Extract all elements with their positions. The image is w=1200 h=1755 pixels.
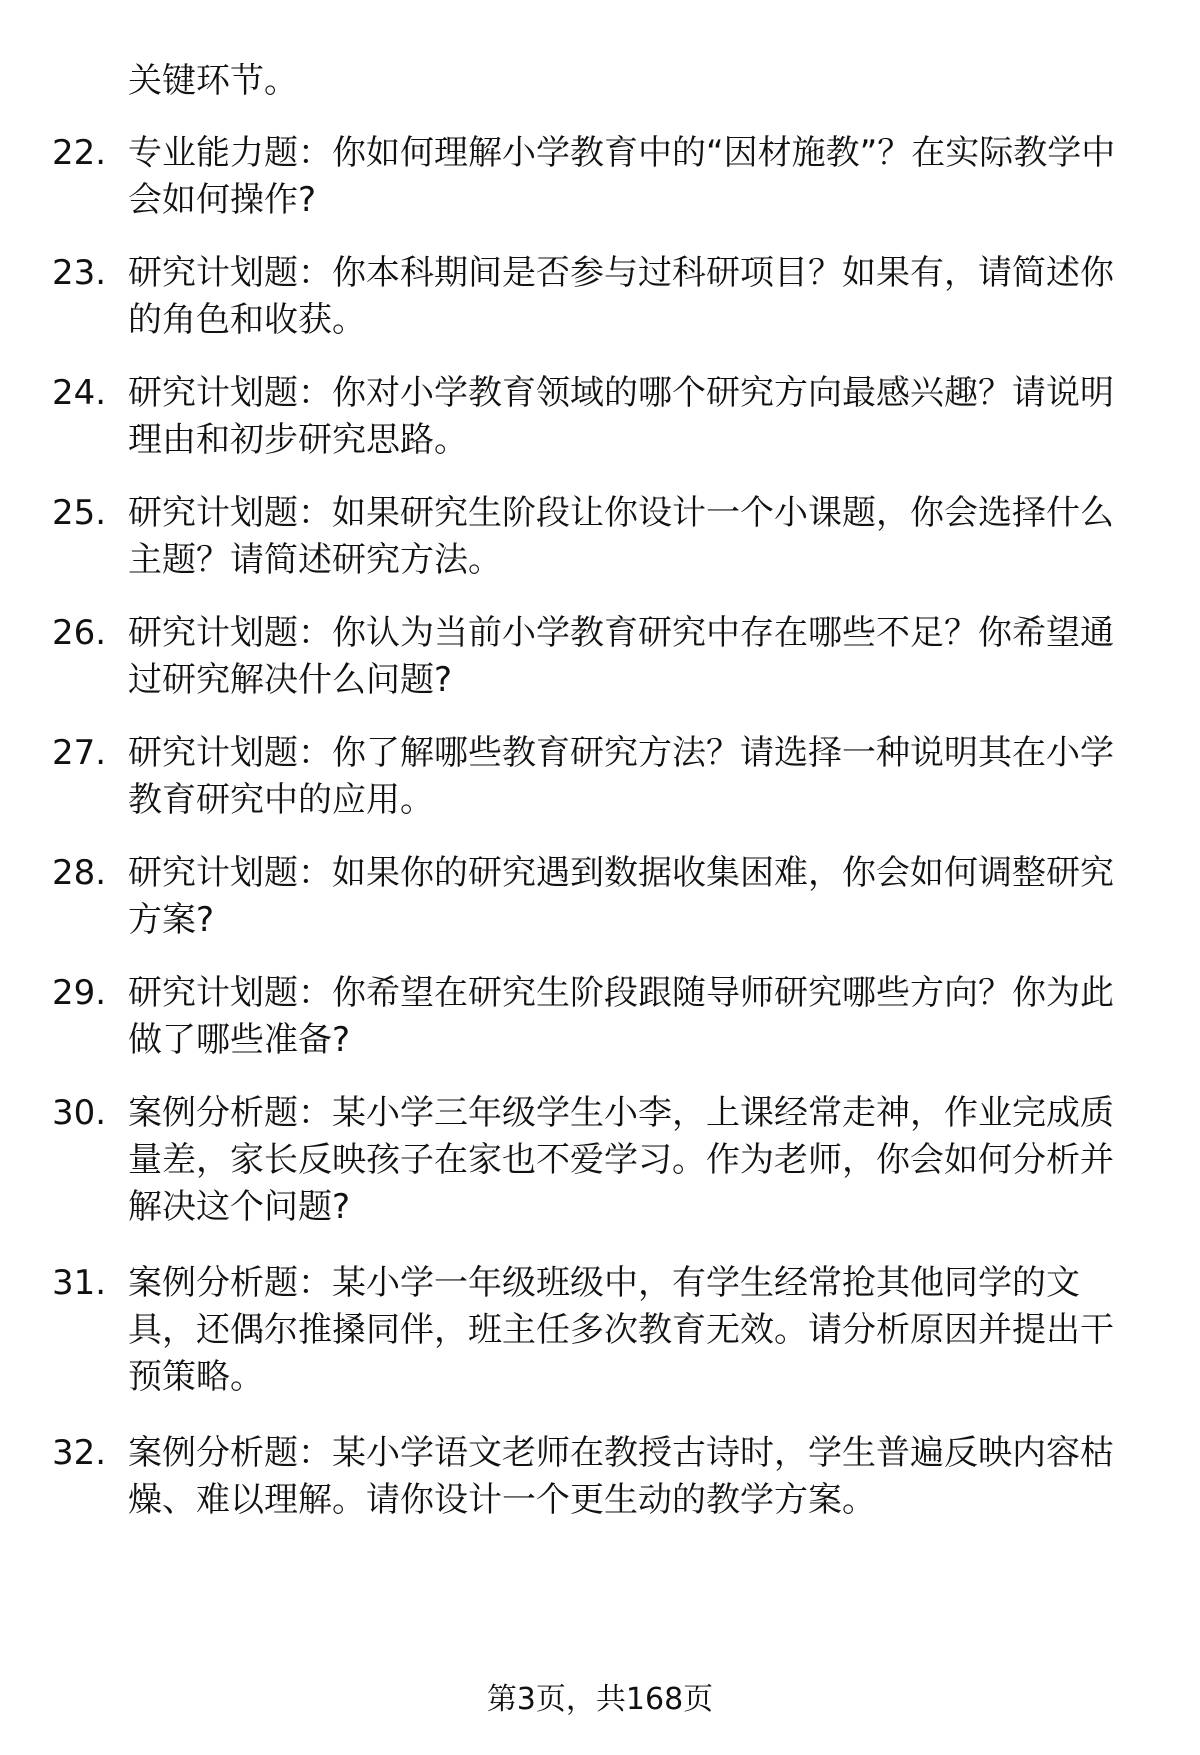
item-number: 26. — [52, 613, 107, 653]
item-number: 25. — [52, 493, 107, 533]
item-number: 27. — [52, 733, 107, 773]
page-footer: 第3页，共168页 — [486, 1682, 714, 1717]
item-number: 32. — [52, 1433, 107, 1473]
item-number: 31. — [52, 1263, 107, 1303]
item-text: 研究计划题：如果你的研究遇到数据收集困难，你会如何调整研究方案? — [128, 853, 1114, 940]
item-text: 研究计划题：你本科期间是否参与过科研项目？如果有，请简述你的角色和收获。 — [128, 253, 1114, 340]
item-text: 研究计划题：你希望在研究生阶段跟随导师研究哪些方向？你为此做了哪些准备? — [128, 973, 1114, 1060]
item-number: 29. — [52, 973, 107, 1013]
item-number: 30. — [52, 1093, 107, 1133]
item-number: 28. — [52, 853, 107, 893]
item-text: 案例分析题：某小学三年级学生小李，上课经常走神，作业完成质量差，家长反映孩子在家也不爱学习。作为老师，你会如何分析并解决这个问题? — [128, 1093, 1114, 1227]
item-text: 研究计划题：你认为当前小学教育研究中存在哪些不足？你希望通过研究解决什么问题? — [128, 613, 1114, 700]
item-text: 案例分析题：某小学一年级班级中，有学生经常抢其他同学的文具，还偶尔推搡同伴，班主任多次教育无效。请分析原因并提出干预策略。 — [128, 1263, 1114, 1397]
item-text: 研究计划题：你了解哪些教育研究方法？请选择一种说明其在小学教育研究中的应用。 — [128, 733, 1114, 820]
item-number: 24. — [52, 373, 107, 413]
continuation-text: 关键环节。 — [128, 61, 298, 101]
item-number: 23. — [52, 253, 107, 293]
item-text: 研究计划题：你对小学教育领域的哪个研究方向最感兴趣？请说明理由和初步研究思路。 — [128, 373, 1114, 460]
item-text: 专业能力题：你如何理解小学教育中的“因材施教”？在实际教学中会如何操作? — [128, 133, 1116, 220]
item-text: 案例分析题：某小学语文老师在教授古诗时，学生普遍反映内容枯燥、难以理解。请你设计一个更生动的教学方案。 — [128, 1433, 1114, 1520]
item-number: 22. — [52, 133, 107, 173]
item-text: 研究计划题：如果研究生阶段让你设计一个小课题，你会选择什么主题？请简述研究方法。 — [128, 493, 1114, 580]
